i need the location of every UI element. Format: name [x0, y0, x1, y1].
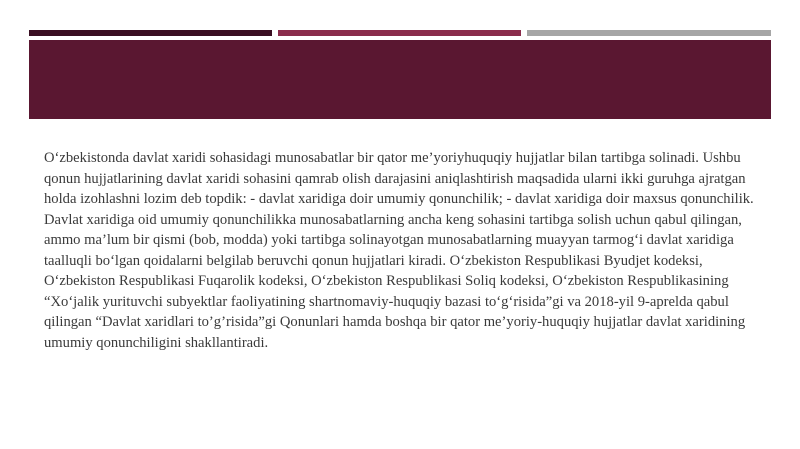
decor-stripe-dark — [29, 30, 272, 36]
decor-stripe-gray — [527, 30, 771, 36]
slide-body — [44, 148, 760, 353]
paragraph-2: Davlat xaridiga oid umumiy qonunchilikka munosabatlarning ancha keng sohasini tartibga solish uchun qabul qilingan, ammo ma’lum bir qismi (bob, modda) yoki tartibga solinayotgan munosabatlarning muayyan tarmog‘i davlat xaridiga taalluqli bo‘lgan qoidalarni belgilab beruvchi qonun hujjatlari kiradi. O‘zbekiston Respublikasi Byudjet kodeksi, O‘zbekiston Respublikasi Fuqarolik kodeksi, O‘zbekiston Respublikasi Soliq kodeksi, O‘zbekiston Respublikasining “Xo‘jalik yurituvchi subyektlar faoliyatining shartnomaviy-huquqiy bazasi to‘g‘risida”gi va 2018-yil 9-aprelda qabul qilingan “Davlat xaridlari to’g’risida”gi Qonunlari hamda boshqa bir qator me’yoriy-huquqiy hujjatlar davlat xaridining umumiy qonunchiligini shakllantiradi. — [44, 211, 746, 351]
paragraph-1: O‘zbekistonda davlat xaridi sohasidagi munosabatlar bir qator me’yoriyhuquqiy hujjatlar bilan tartibga solinadi. Ushbu qonun hujjatlarining davlat xaridi sohasini qamrab olish darajasini aniqlashtirish maqsadida ularni ikki guruhga ajratgan holda izohlashni lozim deb topdik: - davlat xaridiga doir umumiy qonunchilik; - davlat xaridiga doir maxsus qonunchilik. — [44, 150, 754, 207]
title-banner — [29, 40, 771, 119]
decor-stripe-mid — [278, 30, 521, 36]
